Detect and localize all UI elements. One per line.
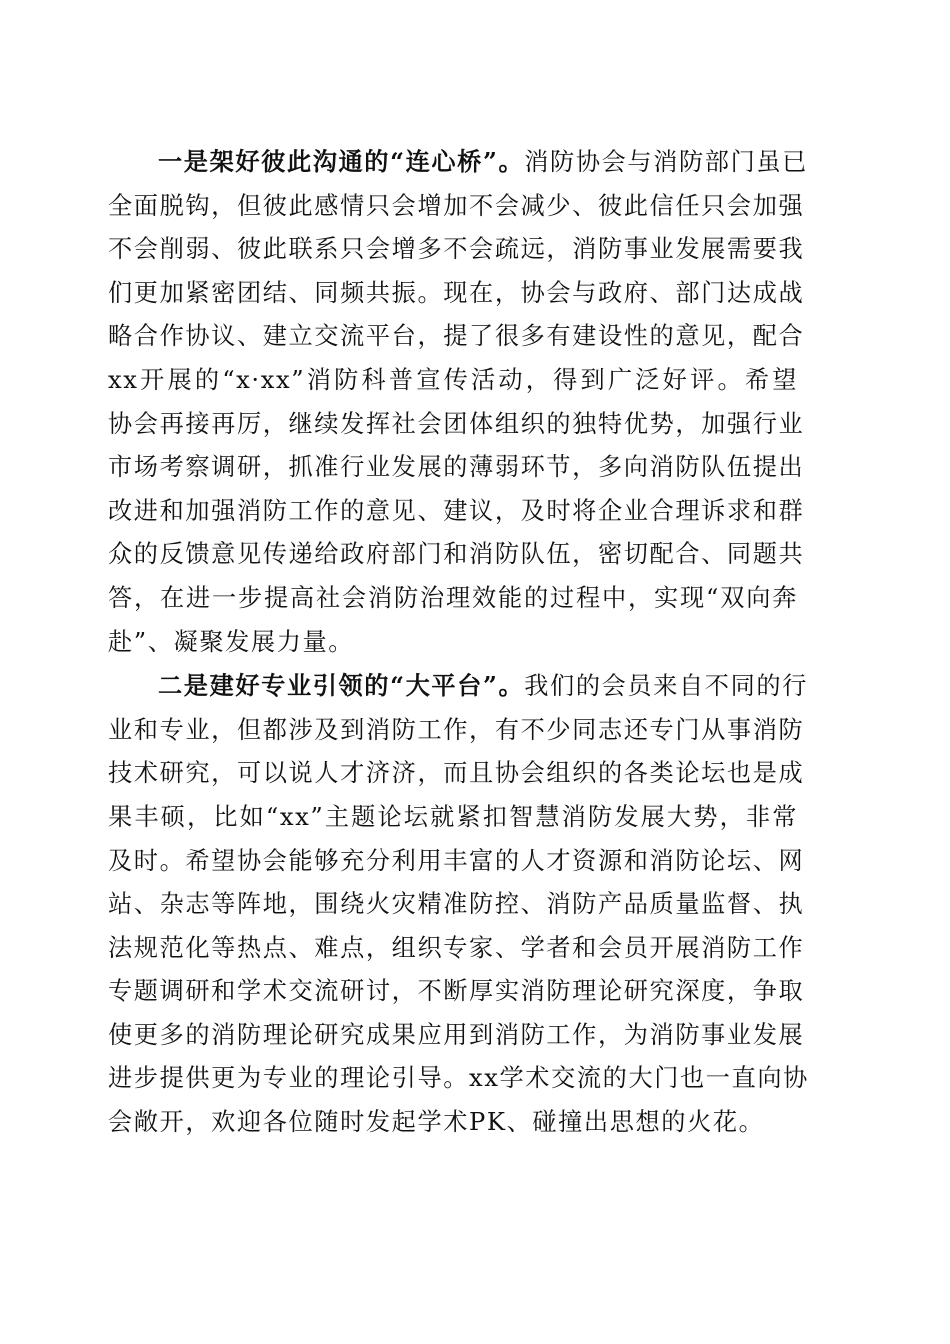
paragraph-2-line-7: 法规范化等热点、难点，组织专家、学者和会员开展消防工作 [108, 933, 805, 962]
paragraph-2-line-4: 果丰硕，比如“xx”主题论坛就紧扣智慧消防发展大势，非常 [108, 802, 798, 831]
paragraph-1-line-3: 不会削弱、彼此联系只会增多不会疏远，消防事业发展需要我 [108, 235, 805, 264]
paragraph-2-line-2: 业和专业，但都涉及到消防工作，有不少同志还专门从事消防 [108, 715, 805, 744]
paragraph-1-line-12: 赴”、凝聚发展力量。 [108, 627, 355, 656]
paragraph-1-heading: 一是架好彼此沟通的“连心桥”。 [158, 147, 525, 176]
paragraph-2 [108, 664, 809, 1145]
paragraph-2-line-6: 站、杂志等阵地，围绕火灾精准防控、消防产品质量监督、执 [108, 890, 805, 919]
paragraph-1 [108, 140, 808, 664]
paragraph-1-line-11: 答，在进一步提高社会消防治理效能的过程中，实现“双向奔 [108, 583, 798, 612]
paragraph-2-line-9: 使更多的消防理论研究成果应用到消防工作，为消防事业发展 [108, 1020, 805, 1049]
paragraph-1-line-10: 众的反馈意见传递给政府部门和消防队伍，密切配合、同题共 [108, 540, 805, 569]
paragraph-2-line-10: 进步提供更为专业的理论引导。xx学术交流的大门也一直向协 [108, 1064, 809, 1093]
paragraph-2-line-1 [108, 664, 808, 709]
paragraph-2-line-1-text: 我们的会员来自不同的行 [524, 672, 808, 701]
paragraph-2-heading: 二是建好专业引领的“大平台”。 [158, 671, 525, 701]
paragraph-1-line-2: 全面脱钩，但彼此感情只会增加不会减少、彼此信任只会加强 [108, 191, 805, 220]
paragraph-1-line-7: 协会再接再厉，继续发挥社会团体组织的独特优势，加强行业 [108, 409, 805, 438]
paragraph-2-line-5: 及时。希望协会能够充分利用丰富的人才资源和消防论坛、网 [108, 846, 805, 875]
paragraph-2-line-8: 专题调研和学术交流研讨，不断厚实消防理论研究深度，争取 [108, 977, 805, 1006]
paragraph-1-line-1-text: 消防协会与消防部门虽已 [524, 148, 808, 176]
paragraph-1-line-5: 略合作协议、建立交流平台，提了很多有建设性的意见，配合 [108, 322, 805, 351]
paragraph-1-line-9: 改进和加强消防工作的意见、建议，及时将企业合理诉求和群 [108, 496, 805, 525]
paragraph-2-line-3: 技术研究，可以说人才济济，而且协会组织的各类论坛也是成 [108, 759, 805, 788]
paragraph-1-line-8: 市场考察调研，抓准行业发展的薄弱环节，多向消防队伍提出 [108, 453, 805, 482]
paragraph-1-line-4: 们更加紧密团结、同频共振。现在，协会与政府、部门达成战 [108, 278, 805, 307]
paragraph-1-line-6: xx开展的“x·xx”消防科普宣传活动，得到广泛好评。希望 [108, 365, 798, 394]
document-body [108, 140, 809, 1145]
paragraph-1-line-1 [108, 140, 808, 185]
paragraph-2-line-11: 会敞开，欢迎各位随时发起学术PK、碰撞出思想的火花。 [108, 1108, 765, 1137]
